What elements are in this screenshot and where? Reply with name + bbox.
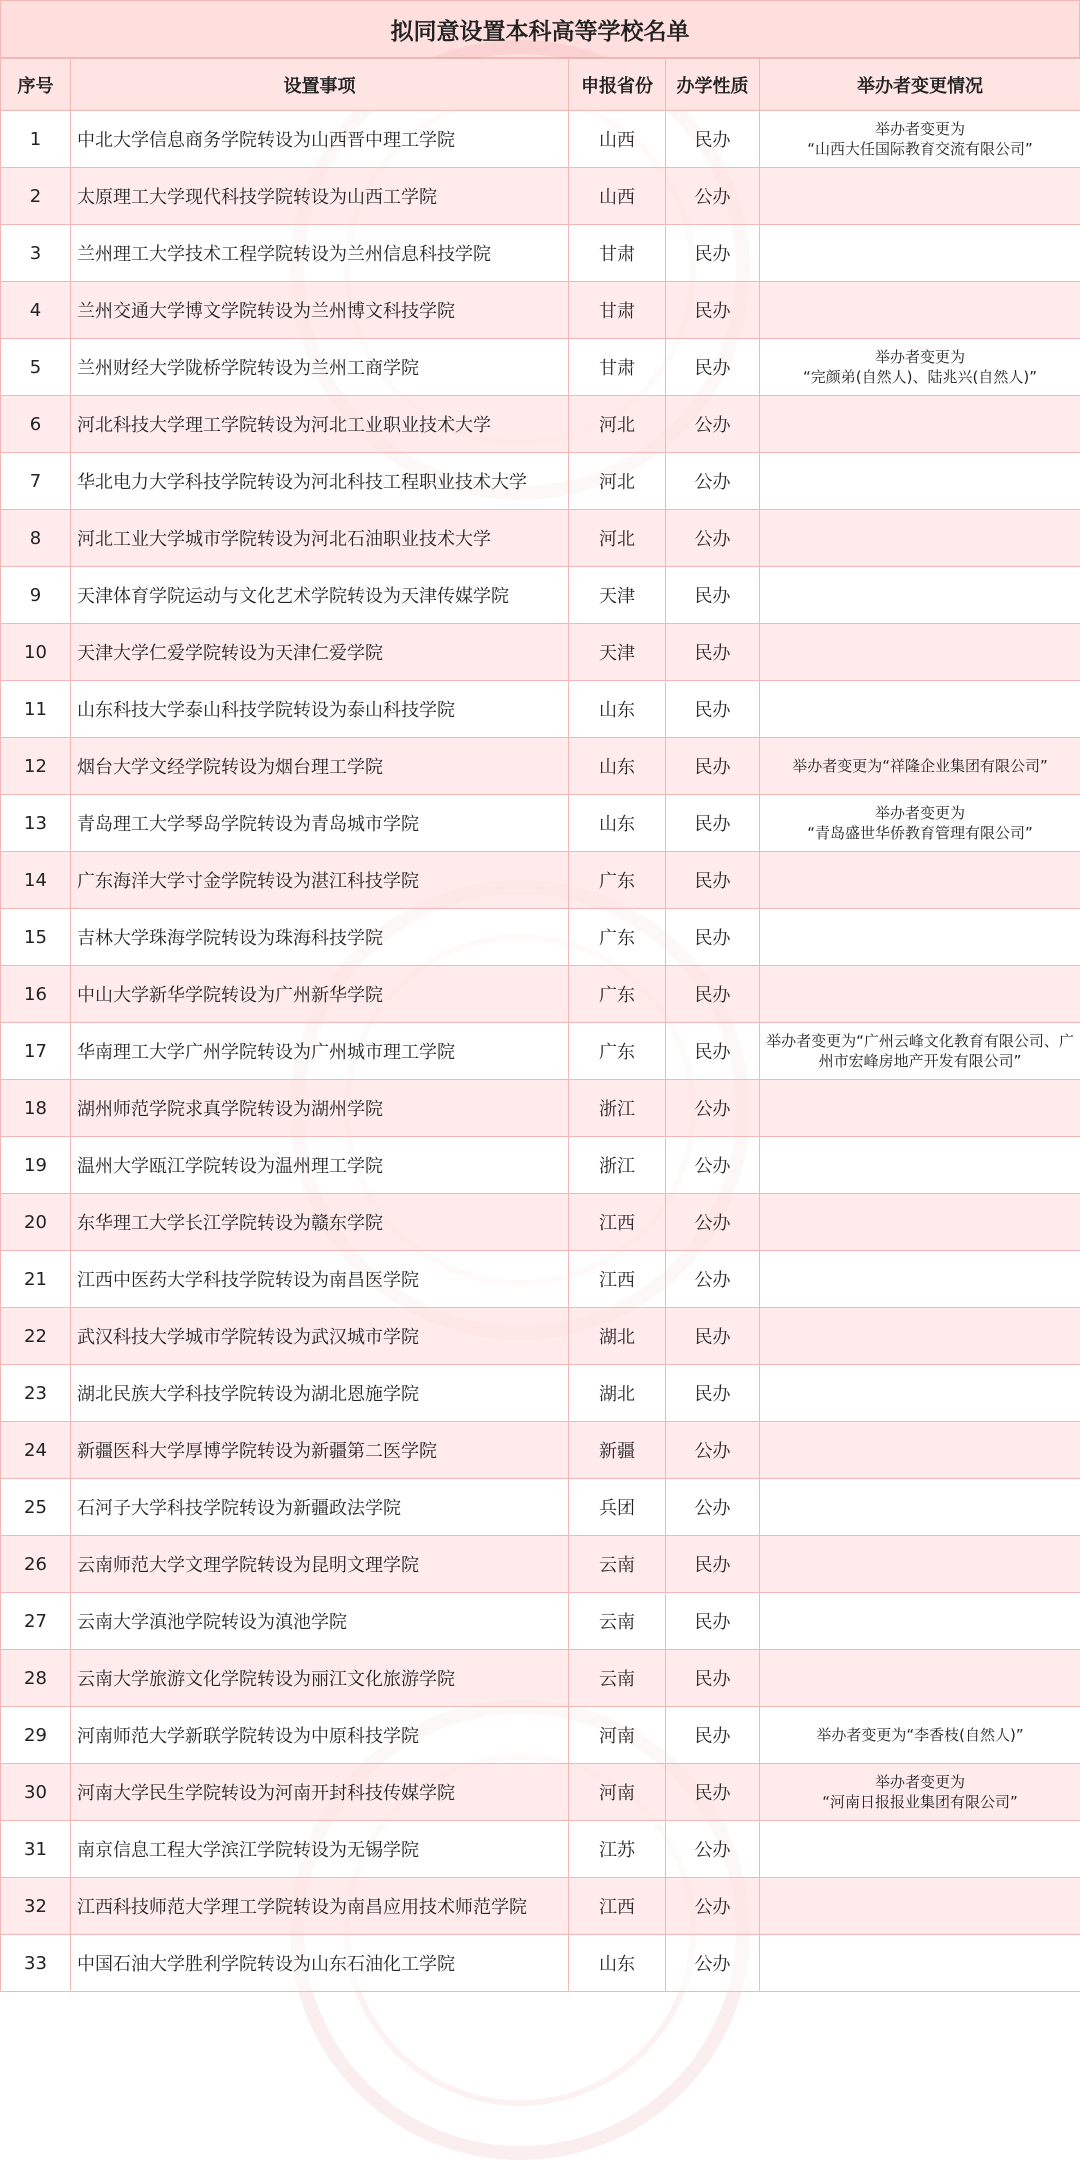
row-no: 22: [1, 1308, 71, 1365]
table-row: [1, 1821, 1080, 1878]
row-province: 河北: [569, 510, 666, 567]
row-note: [760, 1365, 1080, 1422]
row-no: 15: [1, 909, 71, 966]
row-no: 23: [1, 1365, 71, 1422]
row-item: 青岛理工大学琴岛学院转设为青岛城市学院: [71, 795, 569, 852]
table-row: [1, 453, 1080, 510]
row-type: 民办: [666, 1707, 760, 1764]
table-row: [1, 624, 1080, 681]
row-type: 公办: [666, 1080, 760, 1137]
row-type: 公办: [666, 510, 760, 567]
table-header-row: [1, 59, 1080, 111]
row-province: 江西: [569, 1194, 666, 1251]
table-row: [1, 1479, 1080, 1536]
table-row: [1, 738, 1080, 795]
row-no: 33: [1, 1935, 71, 1992]
row-type: 民办: [666, 1536, 760, 1593]
row-item: 河南大学民生学院转设为河南开封科技传媒学院: [71, 1764, 569, 1821]
row-item: 湖北民族大学科技学院转设为湖北恩施学院: [71, 1365, 569, 1422]
row-item: 太原理工大学现代科技学院转设为山西工学院: [71, 168, 569, 225]
row-item: 兰州财经大学陇桥学院转设为兰州工商学院: [71, 339, 569, 396]
row-province: 新疆: [569, 1422, 666, 1479]
table-row: [1, 1194, 1080, 1251]
table-row: [1, 1878, 1080, 1935]
row-province: 广东: [569, 852, 666, 909]
table-row: [1, 225, 1080, 282]
row-type: 民办: [666, 111, 760, 168]
row-province: 山东: [569, 1935, 666, 1992]
row-no: 30: [1, 1764, 71, 1821]
row-note: [760, 1593, 1080, 1650]
row-no: 7: [1, 453, 71, 510]
table-row: [1, 1536, 1080, 1593]
row-item: 山东科技大学泰山科技学院转设为泰山科技学院: [71, 681, 569, 738]
row-item: 河南师范大学新联学院转设为中原科技学院: [71, 1707, 569, 1764]
row-note: 举办者变更为“广州云峰文化教育有限公司、广州市宏峰房地产开发有限公司”: [760, 1023, 1080, 1080]
row-note: [760, 1137, 1080, 1194]
row-note: [760, 1194, 1080, 1251]
row-no: 31: [1, 1821, 71, 1878]
table-row: [1, 1137, 1080, 1194]
table-row: [1, 1080, 1080, 1137]
row-note: 举办者变更为 “青岛盛世华侨教育管理有限公司”: [760, 795, 1080, 852]
row-province: 河北: [569, 396, 666, 453]
row-type: 公办: [666, 1194, 760, 1251]
row-note: [760, 909, 1080, 966]
row-province: 江西: [569, 1251, 666, 1308]
row-province: 甘肃: [569, 282, 666, 339]
row-item: 湖州师范学院求真学院转设为湖州学院: [71, 1080, 569, 1137]
row-type: 民办: [666, 738, 760, 795]
table-row: [1, 339, 1080, 396]
table-row: [1, 1707, 1080, 1764]
row-type: 公办: [666, 396, 760, 453]
row-type: 民办: [666, 339, 760, 396]
row-province: 广东: [569, 909, 666, 966]
row-note: 举办者变更为 “山西大任国际教育交流有限公司”: [760, 111, 1080, 168]
row-province: 广东: [569, 966, 666, 1023]
row-item: 吉林大学珠海学院转设为珠海科技学院: [71, 909, 569, 966]
row-no: 11: [1, 681, 71, 738]
row-province: 江西: [569, 1878, 666, 1935]
row-type: 民办: [666, 225, 760, 282]
row-note: [760, 1650, 1080, 1707]
row-type: 公办: [666, 1935, 760, 1992]
row-no: 4: [1, 282, 71, 339]
row-type: 公办: [666, 453, 760, 510]
table-row: [1, 1764, 1080, 1821]
row-note: 举办者变更为“李香枝(自然人)”: [760, 1707, 1080, 1764]
row-type: 公办: [666, 1821, 760, 1878]
row-type: 公办: [666, 168, 760, 225]
table-row: [1, 795, 1080, 852]
table-row: [1, 909, 1080, 966]
row-no: 32: [1, 1878, 71, 1935]
row-note: [760, 1479, 1080, 1536]
table-row: [1, 966, 1080, 1023]
row-note: [760, 225, 1080, 282]
row-note: [760, 453, 1080, 510]
row-province: 天津: [569, 624, 666, 681]
row-no: 24: [1, 1422, 71, 1479]
row-note: [760, 681, 1080, 738]
table-row: [1, 111, 1080, 168]
row-item: 武汉科技大学城市学院转设为武汉城市学院: [71, 1308, 569, 1365]
header-type: 办学性质: [666, 59, 760, 111]
row-province: 山西: [569, 111, 666, 168]
row-province: 山东: [569, 681, 666, 738]
row-type: 民办: [666, 1365, 760, 1422]
table-row: [1, 681, 1080, 738]
row-no: 25: [1, 1479, 71, 1536]
row-type: 民办: [666, 1764, 760, 1821]
table-row: [1, 1593, 1080, 1650]
row-note: [760, 966, 1080, 1023]
header-province: 申报省份: [569, 59, 666, 111]
row-note: [760, 1251, 1080, 1308]
row-province: 山东: [569, 795, 666, 852]
row-province: 兵团: [569, 1479, 666, 1536]
row-type: 民办: [666, 567, 760, 624]
row-note: [760, 1422, 1080, 1479]
table-row: [1, 1650, 1080, 1707]
row-item: 云南师范大学文理学院转设为昆明文理学院: [71, 1536, 569, 1593]
row-item: 中北大学信息商务学院转设为山西晋中理工学院: [71, 111, 569, 168]
row-type: 公办: [666, 1251, 760, 1308]
row-no: 17: [1, 1023, 71, 1080]
row-no: 3: [1, 225, 71, 282]
row-item: 温州大学瓯江学院转设为温州理工学院: [71, 1137, 569, 1194]
row-province: 云南: [569, 1650, 666, 1707]
row-note: [760, 852, 1080, 909]
row-note: [760, 1536, 1080, 1593]
row-no: 13: [1, 795, 71, 852]
row-type: 民办: [666, 1308, 760, 1365]
table-row: [1, 510, 1080, 567]
row-type: 民办: [666, 681, 760, 738]
row-no: 27: [1, 1593, 71, 1650]
row-note: [760, 168, 1080, 225]
row-item: 南京信息工程大学滨江学院转设为无锡学院: [71, 1821, 569, 1878]
row-type: 民办: [666, 966, 760, 1023]
row-no: 12: [1, 738, 71, 795]
row-type: 公办: [666, 1878, 760, 1935]
school-list-table: [0, 58, 1080, 1992]
table-row: [1, 1365, 1080, 1422]
row-type: 民办: [666, 795, 760, 852]
row-note: 举办者变更为“祥隆企业集团有限公司”: [760, 738, 1080, 795]
row-type: 公办: [666, 1479, 760, 1536]
row-item: 中山大学新华学院转设为广州新华学院: [71, 966, 569, 1023]
row-type: 民办: [666, 1650, 760, 1707]
row-province: 云南: [569, 1536, 666, 1593]
row-no: 19: [1, 1137, 71, 1194]
row-note: [760, 1878, 1080, 1935]
row-note: [760, 1308, 1080, 1365]
row-province: 甘肃: [569, 339, 666, 396]
row-province: 浙江: [569, 1137, 666, 1194]
table-row: [1, 168, 1080, 225]
row-no: 20: [1, 1194, 71, 1251]
row-no: 29: [1, 1707, 71, 1764]
row-note: [760, 1935, 1080, 1992]
table-row: [1, 282, 1080, 339]
row-type: 民办: [666, 852, 760, 909]
table-row: [1, 396, 1080, 453]
row-item: 兰州交通大学博文学院转设为兰州博文科技学院: [71, 282, 569, 339]
row-no: 2: [1, 168, 71, 225]
row-no: 6: [1, 396, 71, 453]
row-province: 河北: [569, 453, 666, 510]
row-province: 山东: [569, 738, 666, 795]
row-province: 山西: [569, 168, 666, 225]
row-item: 河北科技大学理工学院转设为河北工业职业技术大学: [71, 396, 569, 453]
row-type: 民办: [666, 1023, 760, 1080]
row-note: [760, 1821, 1080, 1878]
row-no: 14: [1, 852, 71, 909]
header-note: 举办者变更情况: [760, 59, 1080, 111]
row-province: 湖北: [569, 1308, 666, 1365]
row-province: 江苏: [569, 1821, 666, 1878]
row-item: 兰州理工大学技术工程学院转设为兰州信息科技学院: [71, 225, 569, 282]
row-no: 16: [1, 966, 71, 1023]
table-row: [1, 567, 1080, 624]
row-note: [760, 567, 1080, 624]
row-item: 江西中医药大学科技学院转设为南昌医学院: [71, 1251, 569, 1308]
row-type: 民办: [666, 909, 760, 966]
row-type: 公办: [666, 1137, 760, 1194]
table-row: [1, 1023, 1080, 1080]
row-note: [760, 510, 1080, 567]
page-title: 拟同意设置本科高等学校名单: [0, 0, 1080, 58]
row-province: 天津: [569, 567, 666, 624]
row-note: 举办者变更为 “完颜弟(自然人)、陆兆兴(自然人)”: [760, 339, 1080, 396]
row-no: 28: [1, 1650, 71, 1707]
row-no: 18: [1, 1080, 71, 1137]
row-item: 中国石油大学胜利学院转设为山东石油化工学院: [71, 1935, 569, 1992]
table-row: [1, 1422, 1080, 1479]
row-no: 10: [1, 624, 71, 681]
row-type: 民办: [666, 624, 760, 681]
row-no: 8: [1, 510, 71, 567]
header-item: 设置事项: [71, 59, 569, 111]
row-no: 26: [1, 1536, 71, 1593]
row-province: 河南: [569, 1764, 666, 1821]
row-type: 民办: [666, 282, 760, 339]
row-item: 华北电力大学科技学院转设为河北科技工程职业技术大学: [71, 453, 569, 510]
row-no: 21: [1, 1251, 71, 1308]
row-note: [760, 624, 1080, 681]
table-row: [1, 1251, 1080, 1308]
row-note: 举办者变更为 “河南日报报业集团有限公司”: [760, 1764, 1080, 1821]
row-no: 9: [1, 567, 71, 624]
row-item: 天津大学仁爱学院转设为天津仁爱学院: [71, 624, 569, 681]
row-item: 天津体育学院运动与文化艺术学院转设为天津传媒学院: [71, 567, 569, 624]
row-item: 云南大学旅游文化学院转设为丽江文化旅游学院: [71, 1650, 569, 1707]
row-item: 石河子大学科技学院转设为新疆政法学院: [71, 1479, 569, 1536]
row-province: 湖北: [569, 1365, 666, 1422]
header-no: 序号: [1, 59, 71, 111]
row-item: 华南理工大学广州学院转设为广州城市理工学院: [71, 1023, 569, 1080]
row-item: 云南大学滇池学院转设为滇池学院: [71, 1593, 569, 1650]
row-item: 江西科技师范大学理工学院转设为南昌应用技术师范学院: [71, 1878, 569, 1935]
row-item: 河北工业大学城市学院转设为河北石油职业技术大学: [71, 510, 569, 567]
row-no: 1: [1, 111, 71, 168]
row-province: 浙江: [569, 1080, 666, 1137]
table-row: [1, 852, 1080, 909]
row-no: 5: [1, 339, 71, 396]
row-type: 民办: [666, 1593, 760, 1650]
row-province: 甘肃: [569, 225, 666, 282]
row-item: 广东海洋大学寸金学院转设为湛江科技学院: [71, 852, 569, 909]
row-province: 河南: [569, 1707, 666, 1764]
row-item: 东华理工大学长江学院转设为赣东学院: [71, 1194, 569, 1251]
row-type: 公办: [666, 1422, 760, 1479]
row-note: [760, 1080, 1080, 1137]
row-item: 烟台大学文经学院转设为烟台理工学院: [71, 738, 569, 795]
row-note: [760, 396, 1080, 453]
row-province: 云南: [569, 1593, 666, 1650]
row-note: [760, 282, 1080, 339]
table-row: [1, 1308, 1080, 1365]
row-province: 广东: [569, 1023, 666, 1080]
table-row: [1, 1935, 1080, 1992]
row-item: 新疆医科大学厚博学院转设为新疆第二医学院: [71, 1422, 569, 1479]
